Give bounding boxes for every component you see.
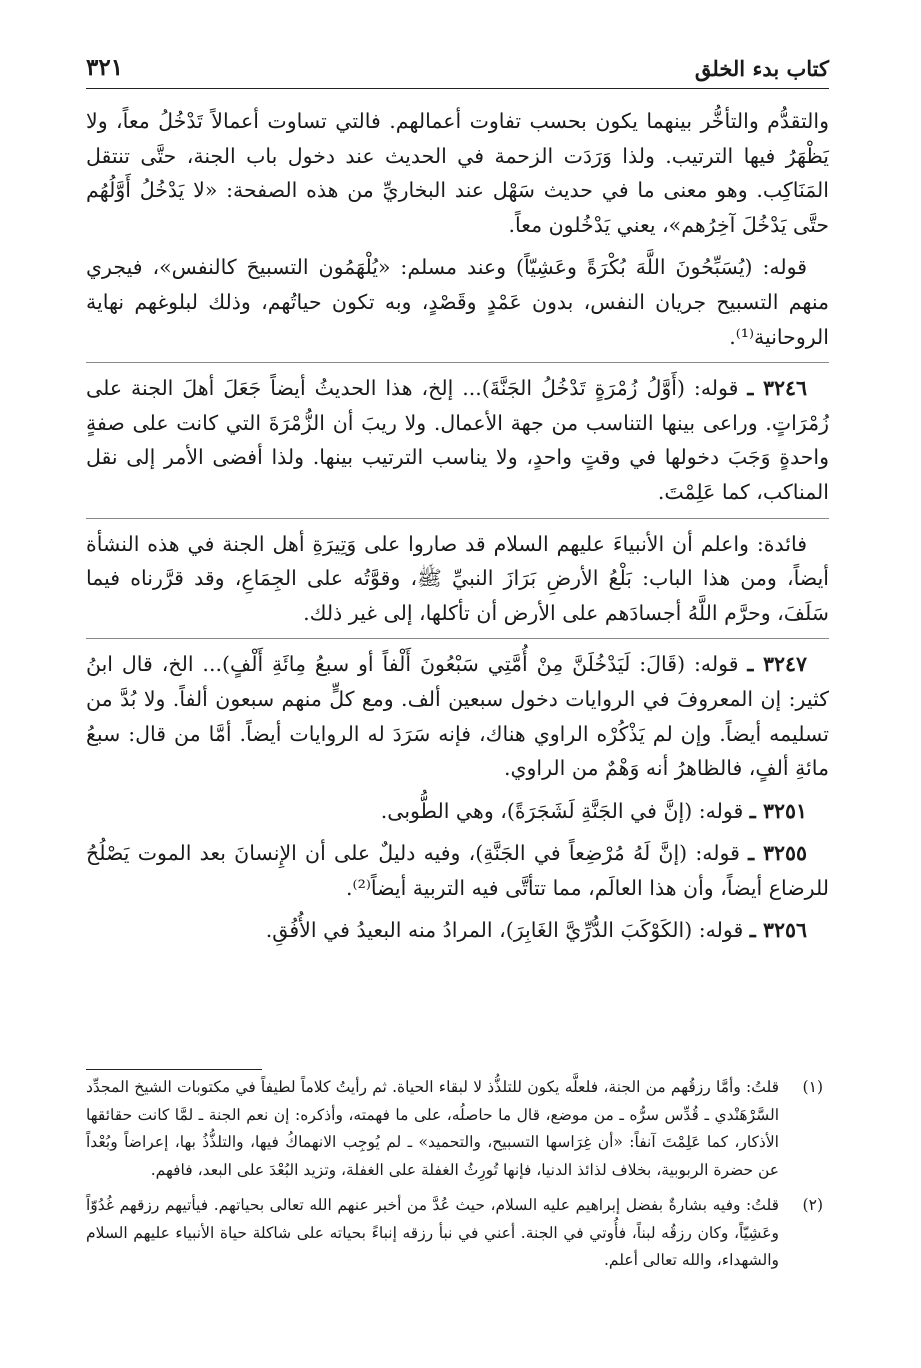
hadith-number: ٣٢٥٦ ـ xyxy=(749,918,807,943)
paragraph-text: قوله: (إنَّ في الجَنَّةِ لَشَجَرَةً)، وهي الطُّوبى. xyxy=(380,798,744,823)
paragraph-text: قوله: (إنَّ لَهُ مُرْضِعاً في الجَنَّةِ)، وفيه دليلٌ على أن الإِنسانَ بعد الموت يَصْلُحُ للرضاع أيضاً، وأن هذا العالَم، مما تتأتَّى فيه التربية أيضاً⁽²⁾. xyxy=(86,841,829,900)
hadith-number: ٣٢٥١ ـ xyxy=(749,798,807,823)
paragraph-text: فائدة: واعلم أن الأنبياءَ عليهم السلام قد صاروا على وَتِيرَةِ أهل الجنة في هذه النشأة أيضاً، ومن هذا الباب: بَلْعُ الأرضِ بَرَازَ النبيِّ ﷺ، وقوَّتُه على الجِمَاعِ، وقد قرَّرناه فيما سَلَفَ، وحرَّم اللَّهُ أجسادَهم على الأرض أن تأكلها، إلى غير ذلك. xyxy=(86,531,829,625)
paragraph xyxy=(86,104,829,242)
main-text xyxy=(86,104,829,956)
page-number: ٣٢١ xyxy=(86,54,124,81)
footnote-number: (٢) xyxy=(802,1196,823,1214)
paragraph-text: قوله: (قَالَ: لَيَدْخُلَنَّ مِنْ أُمَّتِي سَبْعُونَ أَلْفاً أو سبعُ مِائَةِ أَلْفٍ)... الخ، قال ابنُ كثير: إن المعروفَ في الروايات دخول سبعين ألف. ومع كلٍّ منهم سبعون ألفاً. ولا بُدَّ من تسليمه أيضاً. وإن لم يَذْكُرْه الراوي هناك، فإنه سَرَدَ له الروايات أيضاً. أمَّا من قال: سبعُ مائةِ ألفٍ، فالظاهرُ أنه وَهْمٌ من الراوي. xyxy=(86,652,829,781)
paragraph-text: والتقدُّم والتأخُّر بينهما يكون بحسب تفاوت أعمالهم. فالتي تساوت أعمالاً تَدْخُلُ معاً، ولا يَظْهَرُ فيها الترتيب. ولذا وَرَدَت الزحمة في الحديث عند دخول باب الجنة، حتَّى تنتقل المَنَاكِب. وهو معنى ما في حديث سَهْل عند البخاريِّ من هذه الصفحة: «لا يَدْخُلُ أَوَّلُهُم حتَّى يَدْخُلَ آخِرُهم»، يعني يَدْخُلون معاً. xyxy=(86,109,829,237)
paragraph xyxy=(86,250,829,363)
paragraph xyxy=(86,913,829,948)
footnotes xyxy=(86,1074,829,1283)
page-header xyxy=(86,48,829,89)
paragraph xyxy=(86,794,829,829)
footnote-divider xyxy=(86,1069,262,1070)
footnote-text: قلتُ: وأمَّا رزقُهم من الجنة، فلعلَّه يكون للتلذُّذ لا لبقاء الحياة. ثم رأيتُ كلاماً لطيفاً في مكتوبات الشيخ المجدِّد السَّرْهَنْدي ـ قُدِّس سرُّه ـ من موضع، قال ما حاصلُه، على ما فهمته، وأذكره: إن نعم الجنة ـ لمَّا كانت حقائقها الأذكار، كما عَلِمْتَ آنفاً: «أن غِرَاسها التسبيح، والتحميد» ـ لم يُوجِب الانهماكُ فيها، والتلذُّذُ بها، إعراضاً وبُعْداً عن حضرة الربوبية، بخلاف لذائذ الدنيا، فإنها تُورِثُ الغفلة على الغفلة، وتزيد البُعْدَ على البعد، فافهم. xyxy=(86,1078,780,1179)
paragraph xyxy=(86,527,829,640)
footnote xyxy=(86,1074,829,1184)
paragraph-text: قوله: (يُسَبِّحُونَ اللَّهَ بُكْرَةً وعَشِيّاً) وعند مسلم: «يُلْهَمُون التسبيحَ كالنفس»، فيجري منهم التسبيح جريان النفس، بدون عَمْدٍ وقَصْدٍ، وبه تكون حياتُهم، وذلك لبلوغهم نهاية الروحانية⁽¹⁾. xyxy=(86,255,829,349)
paragraph-text: قوله: (أَوَّلُ زُمْرَةٍ تَدْخُلُ الجَنَّةَ)... إلخ، هذا الحديثُ أيضاً جَعَلَ أهلَ الجنة على زُمْرَاتٍ. وراعى بينها التناسب من جهة الأعمال. ولا ريبَ أن الزُّمْرَةَ التي كانت على صفةٍ واحدةٍ وَجَبَ دخولها في وقتٍ واحدٍ، ولا يناسب الترتيب بينها. ولذا أفضى الأمر إلى نقل المناكب، كما عَلِمْتَ. xyxy=(86,376,829,504)
running-title: كتاب بدء الخلق xyxy=(694,56,829,81)
paragraph-text: قوله: (الكَوْكَبَ الدُّرِّيَّ الغَابِرَ)، المرادُ منه البعيدُ في الأُفُقِ. xyxy=(265,918,744,943)
footnote-text: قلتُ: وفيه بشارةٌ بفضل إبراهيم عليه السلام، حيث عُدَّ من أخبر عنهم الله تعالى بحياتهم. فيأتيهم رزقهم غُدُوّاً وعَشِيّاً، وكان رزقُه لبناً، فأُوتي في الجنة. أعني في نبأ رزقه إنباءً بحياته على شاكلة حياة الأنبياء عليهم السلام والشهداء، والله تعالى أعلم. xyxy=(86,1196,779,1269)
hadith-number: ٣٢٤٦ ـ xyxy=(747,376,807,401)
paragraph xyxy=(86,647,829,785)
paragraph xyxy=(86,371,829,518)
paragraph xyxy=(86,836,829,905)
hadith-number: ٣٢٥٥ ـ xyxy=(748,841,807,866)
footnote xyxy=(86,1192,829,1275)
footnote-number: (١) xyxy=(802,1078,823,1096)
hadith-number: ٣٢٤٧ ـ xyxy=(747,652,807,677)
